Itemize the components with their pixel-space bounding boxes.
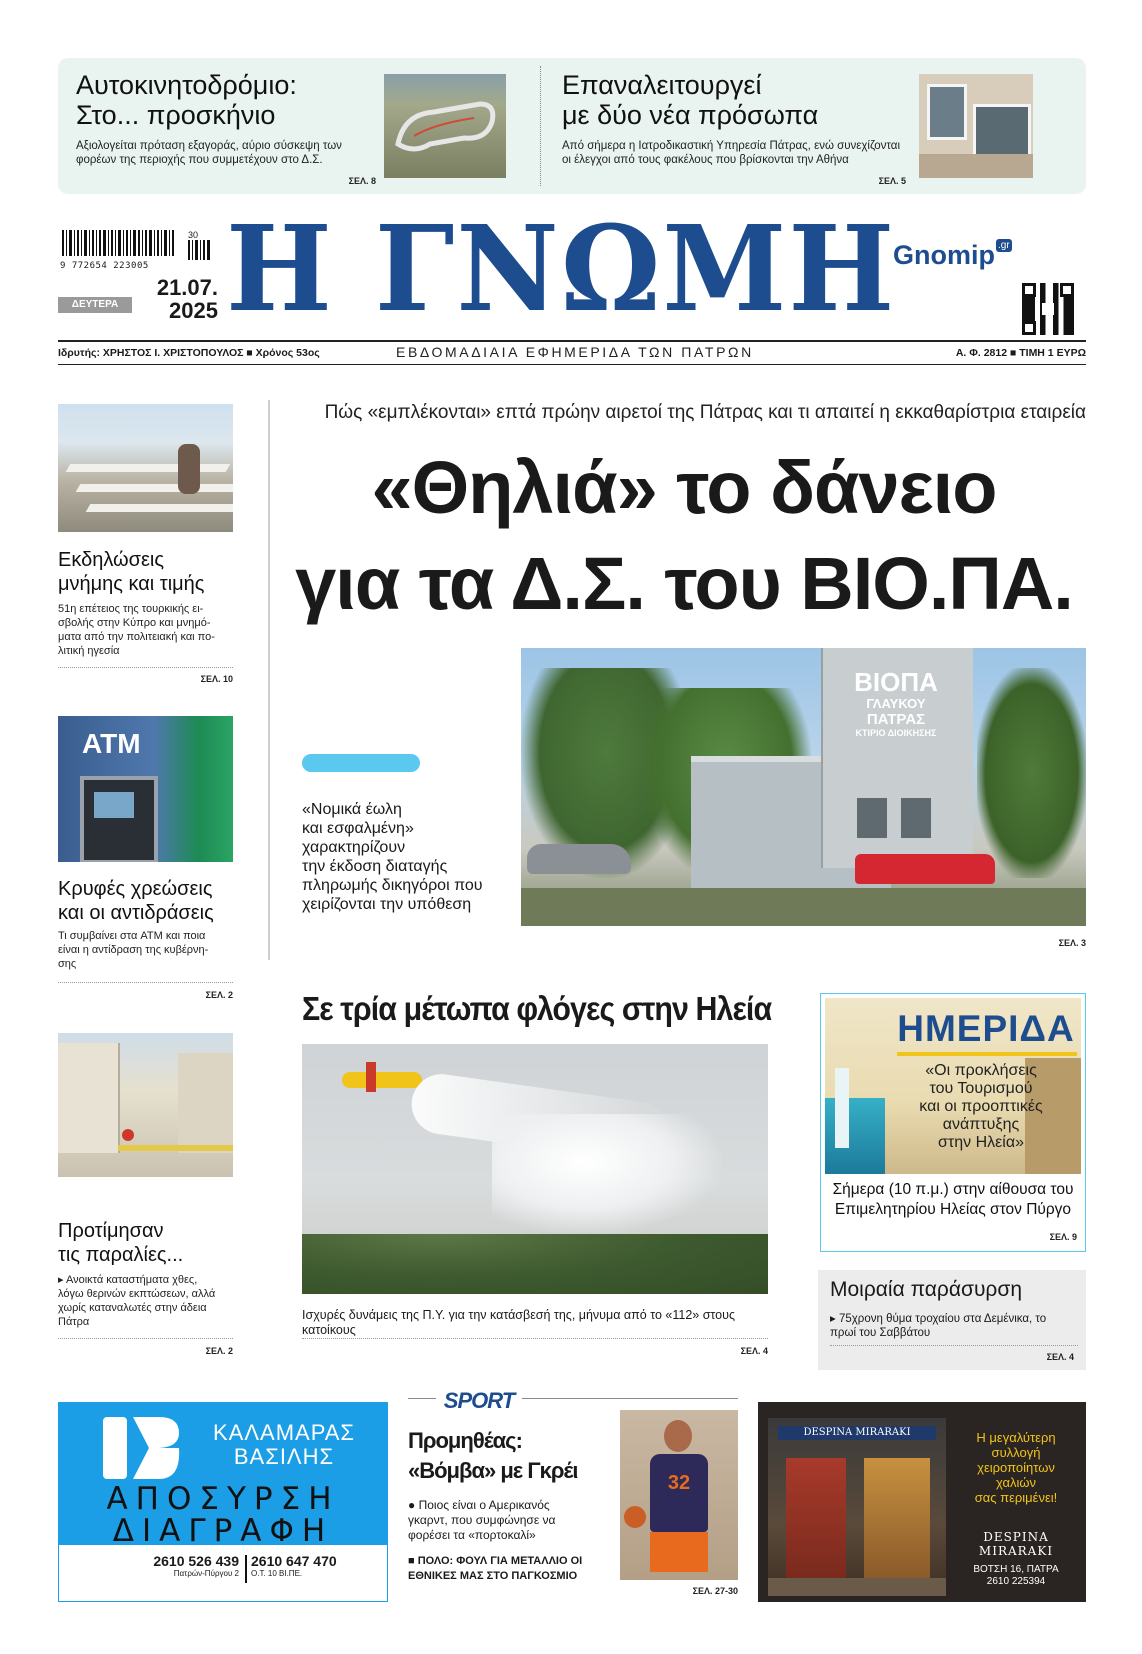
- kalamaras-phone1-note: Πατρών-Πύργου 2: [173, 1569, 239, 1578]
- sport-section[interactable]: [408, 1388, 738, 1606]
- miraraki-slogan: Η μεγαλύτερη: [976, 1430, 1056, 1445]
- teaser-summary-2: φορέων της περιοχής που συμμετέχουν στο Δ.Σ.: [76, 154, 323, 166]
- lead-quote-line: και εσφαλμένη»: [302, 820, 414, 837]
- sport-page-ref: ΣΕΛ. 27-30: [692, 1586, 738, 1596]
- building-photo: [919, 74, 1033, 178]
- fire-caption-line: Ισχυρές δυνάμεις της Π.Υ. για την κατάσβεσή της, μήνυμα από το «112» στους: [302, 1308, 735, 1322]
- sidebar-divider: [268, 400, 270, 960]
- building-sign-line: ΠΑΤΡΑΣ: [866, 711, 926, 728]
- imerida-info-line: Σήμερα (10 π.μ.) στην αίθουσα του: [832, 1181, 1074, 1198]
- sidebar-text: 51η επέτειος της τουρκικής ει-: [58, 603, 204, 615]
- day-badge: [58, 297, 132, 313]
- sidebar-text: Τι συμβαίνει στα ATM και ποια: [58, 930, 206, 942]
- sport-extra: ■ ΠΟΛΟ: ΦΟΥΛ ΓΙΑ ΜΕΤΑΛΛΙΟ ΟΙ: [408, 1555, 583, 1567]
- building-sign-line: ΓΛΑΥΚΟΥ: [866, 696, 926, 711]
- building-sign-line: ΒΙΟΠΑ: [854, 667, 938, 697]
- kalamaras-name: [189, 1421, 379, 1469]
- miraraki-phone: 2610 225394: [986, 1576, 1046, 1587]
- sidebar-rule: [58, 982, 233, 983]
- barcode: [60, 230, 180, 271]
- lead-headline-line2: για τα Δ.Σ. του ΒΙΟ.ΠΑ.: [295, 542, 1073, 625]
- barcode-addon: [188, 240, 212, 260]
- firefighting-plane-photo: [302, 1044, 768, 1294]
- kalamaras-ad[interactable]: [58, 1402, 388, 1602]
- sport-text: γκαρντ, που συμφώνησε να: [408, 1513, 556, 1527]
- kalamaras-name-line1: ΚΑΛΑΜΑΡΑΣ: [212, 1420, 356, 1445]
- miraraki-slogan: συλλογή: [991, 1445, 1041, 1460]
- site-logo[interactable]: [893, 240, 1023, 276]
- lead-quote-line: πληρωμής δικηγόροι που: [302, 877, 483, 894]
- atm-sign: ATM: [82, 728, 141, 759]
- sidebar-title: Κρυφές χρεώσεις: [58, 878, 213, 900]
- sidebar-title: Εκδηλώσεις: [58, 549, 165, 571]
- lead-headline[interactable]: [282, 440, 1086, 632]
- sport-headline-line2: «Βόμβα» με Γκρέι: [408, 1458, 578, 1483]
- miraraki-address: ΒΟΤΣΗ 16, ΠΑΤΡΑ: [973, 1564, 1059, 1575]
- basketball-player-photo: [620, 1410, 738, 1580]
- kalamaras-phone-divider: [245, 1555, 247, 1583]
- sidebar-rule: [58, 667, 233, 668]
- sidebar-story-memorial[interactable]: [58, 548, 233, 658]
- sidebar-text: ματα από την πολιτειακή και πο-: [58, 631, 215, 643]
- lead-quote-line: την έκδοση διαταγής: [302, 858, 448, 875]
- teaser-title: Αυτοκινητοδρόμιο:: [76, 70, 297, 100]
- fire-page-ref: ΣΕΛ. 4: [740, 1346, 768, 1356]
- sport-headline-line1: Προμηθέας:: [408, 1428, 522, 1453]
- sidebar-title-2: μνήμης και τιμής: [58, 573, 205, 595]
- qr-code[interactable]: [1022, 283, 1074, 335]
- imerida-quote-line: «Οι προκλήσεις: [925, 1062, 1037, 1079]
- sport-text: ● Ποιος είναι ο Αμερικανός: [408, 1498, 550, 1512]
- kalamaras-phone2: 2610 647 470: [251, 1553, 337, 1569]
- teaser-summary: Αξιολογείται πρόταση εξαγοράς, αύριο σύσκεψη των: [76, 140, 342, 152]
- teaser-summary: Από σήμερα η Ιατροδικαστική Υπηρεσία Πάτρας, ενώ συνεχίζονται: [562, 140, 901, 152]
- sidebar-title-2: τις παραλίες...: [58, 1244, 184, 1266]
- teaser-racetrack[interactable]: [76, 70, 376, 188]
- racetrack-photo: [384, 74, 506, 178]
- lead-page-ref: ΣΕΛ. 3: [1058, 938, 1086, 948]
- miraraki-brand-line2: MIRARAKI: [978, 1544, 1054, 1558]
- teaser-summary-2: οι έλεγχοι από τους φακέλους που βρίσκονται την Αθήνα: [562, 154, 849, 166]
- site-name: Gnomip: [893, 240, 995, 270]
- barcode-issue-block: [188, 230, 216, 266]
- lead-quote: [302, 800, 512, 914]
- lead-quote-line: «Νομικά έωλη: [302, 801, 402, 818]
- miraraki-storefront: [768, 1418, 946, 1596]
- kalamaras-name-line2: ΒΑΣΙΛΗΣ: [233, 1444, 335, 1469]
- lead-quote-line: χειρίζονται την υπόθεση: [302, 896, 472, 913]
- imerida-quote-line: ανάπτυξης: [942, 1116, 1020, 1133]
- miraraki-slogan: χαλιών: [995, 1475, 1037, 1490]
- imerida-info-line: Επιμελητηρίου Ηλείας στον Πύργο: [834, 1201, 1072, 1218]
- sidebar-text: είναι η αντίδραση της κυβέρνη-: [58, 944, 209, 956]
- lead-quote-line: χαρακτηρίζουν: [302, 839, 406, 856]
- teaser-title-2: με δύο νέα πρόσωπα: [562, 100, 819, 130]
- accident-text: ▸ 75χρονη θύμα τροχαίου στα Δεμένικα, το: [830, 1313, 1047, 1325]
- atm-photo: [58, 716, 233, 862]
- founder-line: Ιδρυτής: ΧΡΗΣΤΟΣ Ι. ΧΡΙΣΤΟΠΟΥΛΟΣ ■ Χρόνος 53ος: [58, 347, 320, 359]
- fire-caption: [302, 1308, 772, 1338]
- kalamaras-service-line1: ΑΠΟΣΥΡΣΗ: [106, 1481, 340, 1517]
- teaser-page-ref: ΣΕΛ. 8: [348, 176, 376, 186]
- teaser-page-ref: ΣΕΛ. 5: [878, 176, 906, 186]
- miraraki-slogan: σας περιμένει!: [974, 1490, 1058, 1505]
- accent-bar: [302, 754, 420, 772]
- kalamaras-service: [59, 1483, 387, 1547]
- date-year: 2025: [169, 298, 218, 323]
- sidebar-text: ▸ Ανοικτά καταστήματα χθες,: [58, 1274, 198, 1286]
- barcode-number: 9 772654 223005: [60, 261, 149, 271]
- miraraki-brand-line1: DESPINA: [983, 1530, 1049, 1544]
- accident-text: πρωί του Σαββάτου: [830, 1327, 931, 1339]
- imerida-quote-line: και οι προοπτικές: [919, 1098, 1043, 1115]
- imerida-quote-line: του Τουρισμού: [929, 1080, 1033, 1097]
- fire-headline[interactable]: Σε τρία μέτωπα φλόγες στην Ηλεία: [302, 990, 772, 1027]
- miraraki-slogan: χειροποίητων: [977, 1460, 1055, 1475]
- sidebar-page-ref: ΣΕΛ. 2: [205, 1346, 233, 1356]
- building-sign-line: ΚΤΙΡΙΟ ΔΙΟΙΚΗΣΗΣ: [855, 728, 937, 738]
- accident-rule: [830, 1345, 1078, 1346]
- imerida-underline: [897, 1052, 1077, 1056]
- lead-kicker: Πώς «εμπλέκονται» επτά πρώην αιρετοί της Πάτρας και τι απαιτεί η εκκαθαρίστρια εταιρεία: [324, 402, 1086, 423]
- memorial-photo: [58, 404, 233, 532]
- street-photo: [58, 1033, 233, 1177]
- miraraki-sign: DESPINA MIRARAKI: [803, 1427, 911, 1438]
- issue-price: Α. Φ. 2812 ■ ΤΙΜΗ 1 ΕΥΡΩ: [955, 347, 1086, 359]
- sport-label-box: [436, 1388, 522, 1413]
- sidebar-page-ref: ΣΕΛ. 10: [200, 674, 233, 684]
- sidebar-text: λόγω θερινών εκπτώσεων, αλλά: [58, 1288, 216, 1300]
- imerida-quote-line: στην Ηλεία»: [938, 1134, 1024, 1151]
- newspaper-title: Η ΓΝΩΜΗ: [226, 200, 897, 339]
- sidebar-text: Πάτρα: [58, 1316, 90, 1328]
- accident-title: Μοιραία παράσυρση: [830, 1278, 1023, 1301]
- sidebar-title-2: και οι αντιδράσεις: [58, 902, 214, 924]
- kalamaras-logo-icon: [103, 1417, 181, 1479]
- teaser-divider: [540, 66, 541, 186]
- sport-headline: [408, 1426, 608, 1486]
- fire-caption-line: κατοίκους: [302, 1323, 356, 1337]
- day-label: ΔΕΥΤΕΡΑ: [71, 299, 119, 310]
- sidebar-story-beaches[interactable]: [58, 1219, 233, 1329]
- miraraki-ad[interactable]: [758, 1402, 1086, 1602]
- masthead-rule-bottom: [58, 364, 1086, 365]
- barcode-bars: [60, 230, 180, 256]
- imerida-box[interactable]: [820, 993, 1086, 1252]
- jersey-number: 32: [667, 1472, 691, 1494]
- sport-label: SPORT: [443, 1388, 515, 1413]
- kalamaras-phone1: 2610 526 439: [153, 1553, 239, 1569]
- sidebar-text: σβολής στην Κύπρο και μνημό-: [58, 617, 211, 629]
- accident-page-ref: ΣΕΛ. 4: [1046, 1352, 1074, 1362]
- teaser-title-2: Στο... προσκήνιο: [76, 100, 276, 130]
- masthead-rule: [58, 340, 1086, 342]
- sidebar-rule: [58, 1338, 233, 1339]
- tagline: ΕΒΔΟΜΑΔΙΑΙΑ ΕΦΗΜΕΡΙΔΑ ΤΩΝ ΠΑΤΡΩΝ: [396, 344, 754, 360]
- sidebar-text: λιτική ηγεσία: [58, 645, 120, 657]
- date-block: [134, 276, 218, 322]
- sidebar-title: Προτίμησαν: [58, 1220, 164, 1242]
- kalamaras-service-line2: ΔΙΑΓΡΑΦΗ: [112, 1513, 334, 1549]
- date-day-month: 21.07.: [156, 275, 218, 300]
- sidebar-text: χωρίς καταναλωτές στην άδεια: [58, 1302, 207, 1314]
- imerida-page-ref: ΣΕΛ. 9: [1049, 1232, 1077, 1242]
- fire-rule: [302, 1338, 768, 1339]
- sidebar-text: σης: [58, 958, 77, 970]
- sport-extra: ΕΘΝΙΚΕΣ ΜΑΣ ΣΤΟ ΠΑΓΚΟΣΜΙΟ: [408, 1570, 578, 1582]
- imerida-title: ΗΜΕΡΙΔΑ: [897, 1008, 1075, 1049]
- lead-headline-line1: «Θηλιά» το δάνειο: [371, 446, 997, 529]
- sidebar-page-ref: ΣΕΛ. 2: [205, 990, 233, 1000]
- accident-box[interactable]: [818, 1270, 1086, 1370]
- racetrack-illustration: [384, 74, 506, 178]
- teaser-title: Επαναλειτουργεί: [562, 70, 762, 100]
- site-tld: .gr: [998, 240, 1010, 251]
- kalamaras-phone2-note: Ο.Τ. 10 ΒΙ.ΠΕ.: [251, 1569, 303, 1578]
- barcode-issue: 30: [188, 230, 199, 240]
- sidebar-story-atm[interactable]: [58, 877, 233, 971]
- sport-text: φορέσει τα «πορτοκαλί»: [408, 1528, 536, 1542]
- biopa-building-photo: [521, 648, 1086, 926]
